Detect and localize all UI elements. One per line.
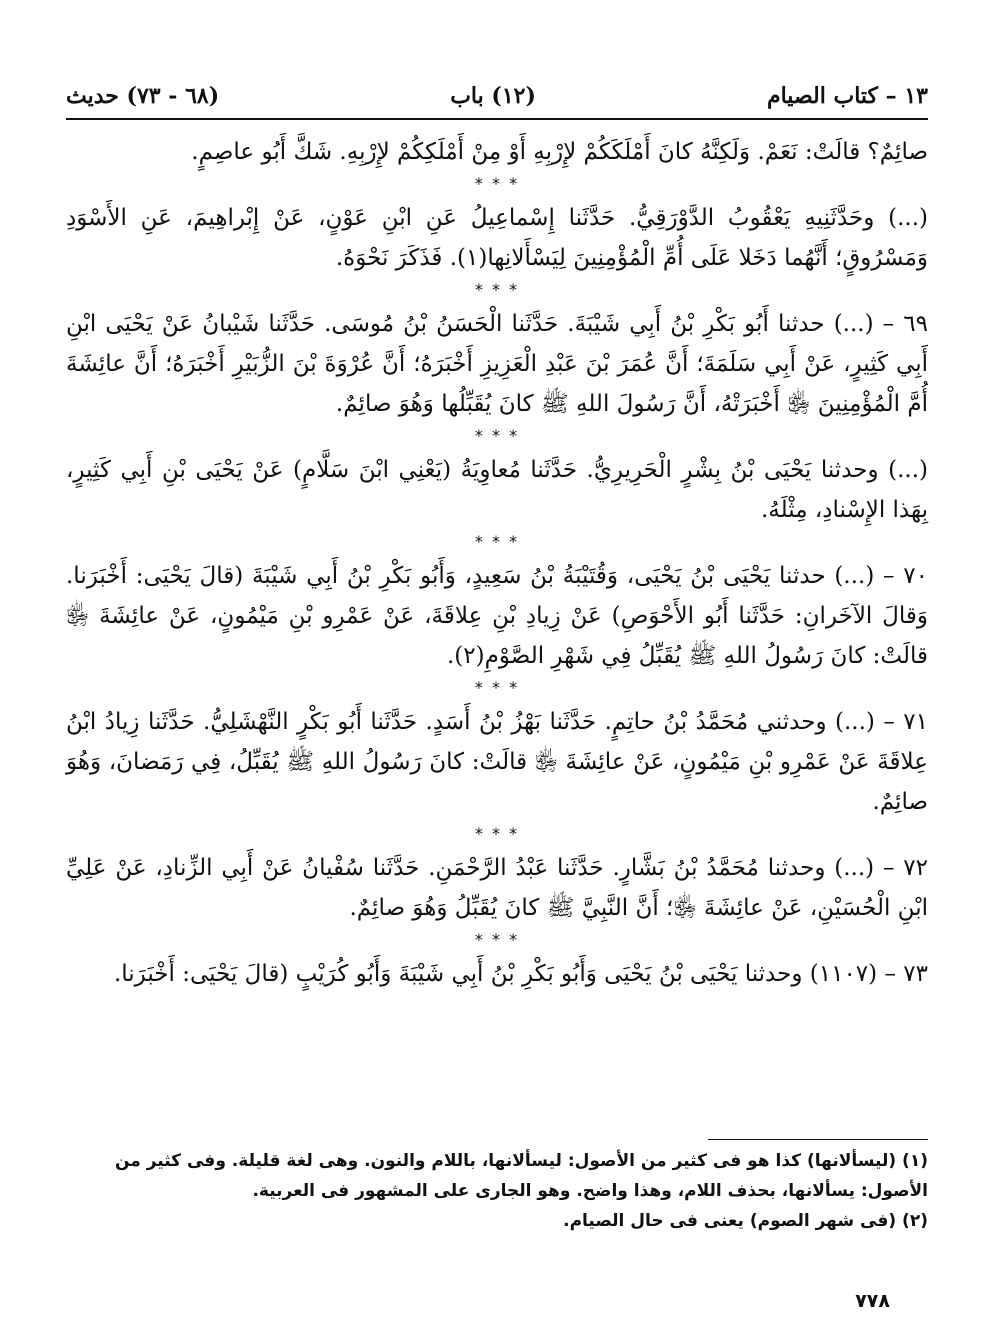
- hadith-70: ٧٠ – (...) حدثنا يَحْيَى بْنُ يَحْيَى، وَقُتَيْبَةُ بْنُ سَعِيدٍ، وَأَبُو بَكْرِ بْنُ أَبِي شَيْبَةَ (قالَ يَحْيَى: أَخْبَرَنا. وَقالَ الآخَرانِ: حَدَّثَنا أَبُو الأَحْوَصِ) عَنْ زِيادِ بْنِ عِلاقَةَ، عَنْ عَمْرِو بْنِ مَيْمُونٍ، عَنْ عائِشَةَ ﵂ قالَتْ: كانَ رَسُولُ اللهِ ﷺ يُقَبِّلُ فِي شَهْرِ الصَّوْمِ(٢).: [66, 563, 928, 669]
- chapter-label: (١٢) باب: [450, 83, 536, 109]
- separator: * * *: [474, 930, 520, 949]
- footnotes: [66, 1146, 928, 1236]
- paragraph: (...) وحدثنا يَحْيَى بْنُ بِشْرٍ الْحَرِيرِيُّ. حَدَّثَنا مُعاوِيَةُ (يَعْنِي ابْنَ سَلَّامٍ) عَنْ يَحْيَى بْنِ أَبِي كَثِيرٍ، بِهَذا الإِسْنادِ، مِثْلَهُ.: [66, 457, 928, 523]
- book-title: ١٣ – كتاب الصيام: [766, 83, 928, 109]
- hadith-range: (٦٨ - ٧٣) حديث: [66, 83, 220, 109]
- header-rule: [66, 118, 928, 120]
- hadith-71: ٧١ – (...) وحدثني مُحَمَّدُ بْنُ حاتِمٍ. حَدَّثَنا بَهْزُ بْنُ أَسَدٍ. حَدَّثَنا أَبُو بَكْرٍ النَّهْشَلِيُّ. حَدَّثَنا زِيادُ ابْنُ عِلاقَةَ عَنْ عَمْرِو بْنِ مَيْمُونٍ، عَنْ عائِشَةَ ﵂ قالَتْ: كانَ رَسُولُ اللهِ ﷺ يُقَبِّلُ، فِي رَمَضانَ، وَهُوَ صائِمٌ.: [66, 709, 928, 815]
- page-header: [66, 78, 928, 114]
- separator: * * *: [474, 280, 520, 299]
- footnote-1: (١) (ليسألانها) كذا هو فى كثير من الأصول: ليسألانها، باللام والنون. وهى لغة قليلة. وفى كثير من الأصول: يسألانها، بحذف اللام، وهذا واضح. وهو الجارى على المشهور فى العربية.: [114, 1151, 928, 1201]
- paragraph: (...) وحَدَّثَنِيهِ يَعْقُوبُ الدَّوْرَقِيُّ. حَدَّثَنا إِسْماعِيلُ عَنِ ابْنِ عَوْنٍ، عَنْ إِبْراهِيمَ، عَنِ الأَسْوَدِ وَمَسْرُوقٍ؛ أَنَّهُما دَخَلا عَلَى أُمِّ الْمُؤْمِنِينَ لِيَسْأَلانِها(١). فَذَكَرَ نَحْوَهُ.: [66, 205, 928, 271]
- page-number: ٧٧٨: [855, 1290, 890, 1312]
- separator: * * *: [474, 532, 520, 551]
- main-text: [66, 132, 928, 994]
- paragraph: صائِمٌ؟ قالَتْ: نَعَمْ. وَلَكِنَّهُ كانَ أَمْلَكَكُمْ لإِرْبِهِ أَوْ مِنْ أَمْلَكِكُمْ لإِرْبِهِ. شَكَّ أَبُو عاصِمٍ.: [191, 139, 928, 165]
- footnote-2: (٢) (فى شهر الصوم) يعنى فى حال الصيام.: [563, 1211, 928, 1231]
- hadith-69: ٦٩ – (...) حدثنا أَبُو بَكْرِ بْنُ أَبِي شَيْبَةَ. حَدَّثَنا الْحَسَنُ بْنُ مُوسَى. حَدَّثَنا شَيْبانُ عَنْ يَحْيَى ابْنِ أَبِي كَثِيرٍ، عَنْ أَبِي سَلَمَةَ؛ أَنَّ عُمَرَ بْنَ عَبْدِ الْعَزِيزِ أَخْبَرَهُ؛ أَنَّ عُرْوَةَ بْنَ الزُّبَيْرِ أَخْبَرَهُ؛ أَنَّ عائِشَةَ أُمَّ الْمُؤْمِنِينَ ﵂ أَخْبَرَتْهُ، أَنَّ رَسُولَ اللهِ ﷺ كانَ يُقَبِّلُها وَهُوَ صائِمٌ.: [66, 311, 929, 417]
- separator: * * *: [474, 678, 520, 697]
- footnote-rule: [708, 1139, 928, 1140]
- separator: * * *: [474, 174, 520, 193]
- separator: * * *: [474, 426, 520, 445]
- hadith-72: ٧٢ – (...) وحدثنا مُحَمَّدُ بْنُ بَشَّارٍ. حَدَّثَنا عَبْدُ الرَّحْمَنِ. حَدَّثَنا سُفْيانُ عَنْ أَبِي الزِّنادِ، عَنْ عَلِيِّ ابْنِ الْحُسَيْنِ، عَنْ عائِشَةَ ﵂؛ أَنَّ النَّبِيَّ ﷺ كانَ يُقَبِّلُ وَهُوَ صائِمٌ.: [66, 855, 928, 921]
- separator: * * *: [474, 824, 520, 843]
- hadith-73: ٧٣ – (١١٠٧) وحدثنا يَحْيَى بْنُ يَحْيَى وَأَبُو بَكْرِ بْنُ أَبِي شَيْبَةَ وَأَبُو كُرَيْبٍ (قالَ يَحْيَى: أَخْبَرَنا.: [113, 961, 928, 987]
